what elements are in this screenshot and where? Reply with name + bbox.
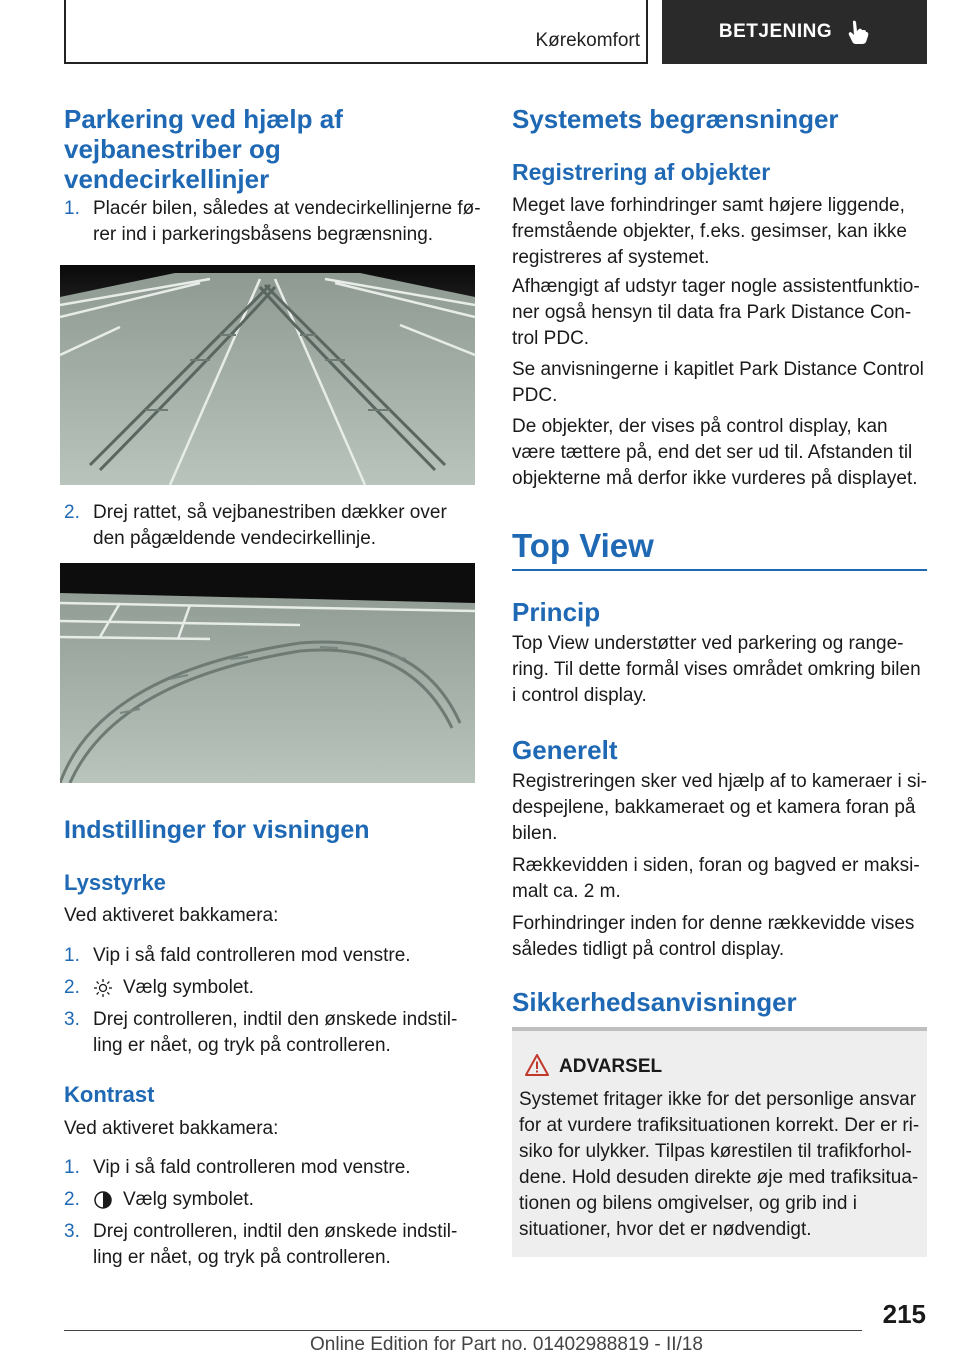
text-line: Registreringen sker ved hjælp af to kameraer i si- xyxy=(512,771,928,792)
step-text-line1: Drej controlleren, indtil den ønskede indstil- xyxy=(93,1009,458,1030)
general-paragraph-3 xyxy=(512,911,932,963)
text-line: tionen og bilens omgivelser, og grib ind i xyxy=(519,1193,857,1214)
limits-title: Systemets begrænsninger xyxy=(512,104,839,134)
text-line: for at vurdere trafiksituationen korrekt. Der er ri- xyxy=(519,1115,920,1136)
step-number: 1. xyxy=(64,198,80,219)
pointing-hand-icon xyxy=(846,19,870,45)
step-text: Vælg symbolet. xyxy=(123,1189,254,1210)
topview-title: Top View xyxy=(512,527,654,564)
parking-step-2 xyxy=(64,500,484,552)
text-line: Top View understøtter ved parkering og range- xyxy=(512,633,904,654)
step-text-line1: Drej rattet, så vejbanestriben dækker over xyxy=(93,502,447,523)
page-number: 215 xyxy=(882,1299,926,1329)
warning-top-bar xyxy=(512,1027,927,1031)
settings-title: Indstillinger for visningen xyxy=(64,816,370,844)
step-number: 2. xyxy=(64,502,80,523)
step-text-line2: ling er nået, og tryk på controlleren. xyxy=(93,1035,391,1056)
step-text: Vælg symbolet. xyxy=(123,977,254,998)
text-line: Rækkevidden i siden, foran og bagved er maksi- xyxy=(512,855,920,876)
text-line: dene. Hold desuden direkte øje med trafiksitua- xyxy=(519,1167,919,1188)
brightness-title: Lysstyrke xyxy=(64,870,166,895)
contrast-icon xyxy=(93,1190,113,1218)
general-paragraph-1 xyxy=(512,769,932,847)
principle-paragraph xyxy=(512,631,932,709)
text-line: fremstående objekter, f.eks. gesimser, kan ikke xyxy=(512,221,907,242)
contrast-step-1 xyxy=(64,1155,484,1181)
camera-view-image-2 xyxy=(60,563,475,783)
warning-text xyxy=(519,1087,924,1243)
brightness-step-3 xyxy=(64,1007,484,1059)
text-line: siko for ulykker. Tilpas kørestilen til trafikforhol- xyxy=(519,1141,912,1162)
step-number: 2. xyxy=(64,977,80,998)
text-line: være tættere på, end det ser ud til. Afstanden til xyxy=(512,442,913,463)
text-line: således tidligt på control display. xyxy=(512,939,785,960)
text-line: despejlene, bakkameraet og et kamera foran på xyxy=(512,797,916,818)
step-number: 2. xyxy=(64,1189,80,1210)
text-line: PDC. xyxy=(512,385,558,406)
step-number: 1. xyxy=(64,1157,80,1178)
text-line: Se anvisningerne i kapitlet Park Distance Control xyxy=(512,359,924,380)
step-text: Vip i så fald controlleren mod venstre. xyxy=(93,945,411,966)
brightness-step-2 xyxy=(64,975,484,1001)
parking-title-line3: vendecirkellinjer xyxy=(64,164,270,194)
text-line: i control display. xyxy=(512,685,647,706)
warning-label: ADVARSEL xyxy=(559,1056,663,1077)
step-text-line1: Drej controlleren, indtil den ønskede indstil- xyxy=(93,1221,458,1242)
text-line: ner også hensyn til data fra Park Distance Con- xyxy=(512,302,912,323)
step-text-line1: Placér bilen, således at vendecirkellinjerne fø- xyxy=(93,198,481,219)
text-line: Afhængigt af udstyr tager nogle assistentfunktio- xyxy=(512,276,920,297)
text-line: Forhindringer inden for denne rækkevidde vises xyxy=(512,913,915,934)
contrast-intro: Ved aktiveret bakkamera: xyxy=(64,1118,279,1139)
general-title: Generelt xyxy=(512,735,618,765)
detect-paragraph-4 xyxy=(512,414,932,492)
text-line: malt ca. 2 m. xyxy=(512,881,621,902)
edition-info: Online Edition for Part no. 01402988819 - II/18 xyxy=(310,1334,703,1355)
parking-title-line1: Parkering ved hjælp af xyxy=(64,104,343,134)
brightness-step-1 xyxy=(64,943,484,969)
header-section: Kørekomfort xyxy=(535,30,640,51)
general-paragraph-2 xyxy=(512,853,932,905)
camera-view-image-1 xyxy=(60,265,475,485)
principle-title: Princip xyxy=(512,597,601,627)
header-chapter xyxy=(662,0,927,64)
safety-title: Sikkerhedsanvisninger xyxy=(512,987,797,1017)
step-number: 3. xyxy=(64,1009,80,1030)
detect-paragraph-2 xyxy=(512,274,932,352)
text-line: ring. Til dette formål vises området omkring bilen xyxy=(512,659,921,680)
text-line: trol PDC. xyxy=(512,328,590,349)
text-line: registreres af systemet. xyxy=(512,247,710,268)
contrast-step-2 xyxy=(64,1187,484,1213)
detect-paragraph-1 xyxy=(512,193,932,271)
step-text-line2: den pågældende vendecirkellinje. xyxy=(93,528,377,549)
contrast-title: Kontrast xyxy=(64,1082,155,1107)
sun-brightness-icon xyxy=(93,978,113,1006)
text-line: Systemet fritager ikke for det personlige ansvar xyxy=(519,1089,917,1110)
parking-step-1 xyxy=(64,196,484,248)
text-line: bilen. xyxy=(512,823,558,844)
step-text-line2: rer ind i parkeringsbåsens begrænsning. xyxy=(93,224,434,245)
warning-box xyxy=(512,1027,927,1257)
header-chapter-label: BETJENING xyxy=(718,21,833,42)
contrast-step-3 xyxy=(64,1219,484,1271)
warning-triangle-icon xyxy=(524,1053,550,1077)
detect-title: Registrering af objekter xyxy=(512,159,771,185)
parking-title-line2: vejbanestriber og xyxy=(64,134,281,164)
text-line: Meget lave forhindringer samt højere liggende, xyxy=(512,195,905,216)
text-line: objekterne må derfor ikke vurderes på displayet. xyxy=(512,468,918,489)
step-number: 3. xyxy=(64,1221,80,1242)
step-text: Vip i så fald controlleren mod venstre. xyxy=(93,1157,411,1178)
brightness-intro: Ved aktiveret bakkamera: xyxy=(64,905,279,926)
text-line: De objekter, der vises på control display, kan xyxy=(512,416,888,437)
step-text-line2: ling er nået, og tryk på controlleren. xyxy=(93,1247,391,1268)
detect-paragraph-3 xyxy=(512,357,932,409)
section-rule xyxy=(512,569,927,571)
footer-rule xyxy=(64,1330,862,1331)
step-number: 1. xyxy=(64,945,80,966)
text-line: situationer, hvor det er nødvendigt. xyxy=(519,1219,812,1240)
